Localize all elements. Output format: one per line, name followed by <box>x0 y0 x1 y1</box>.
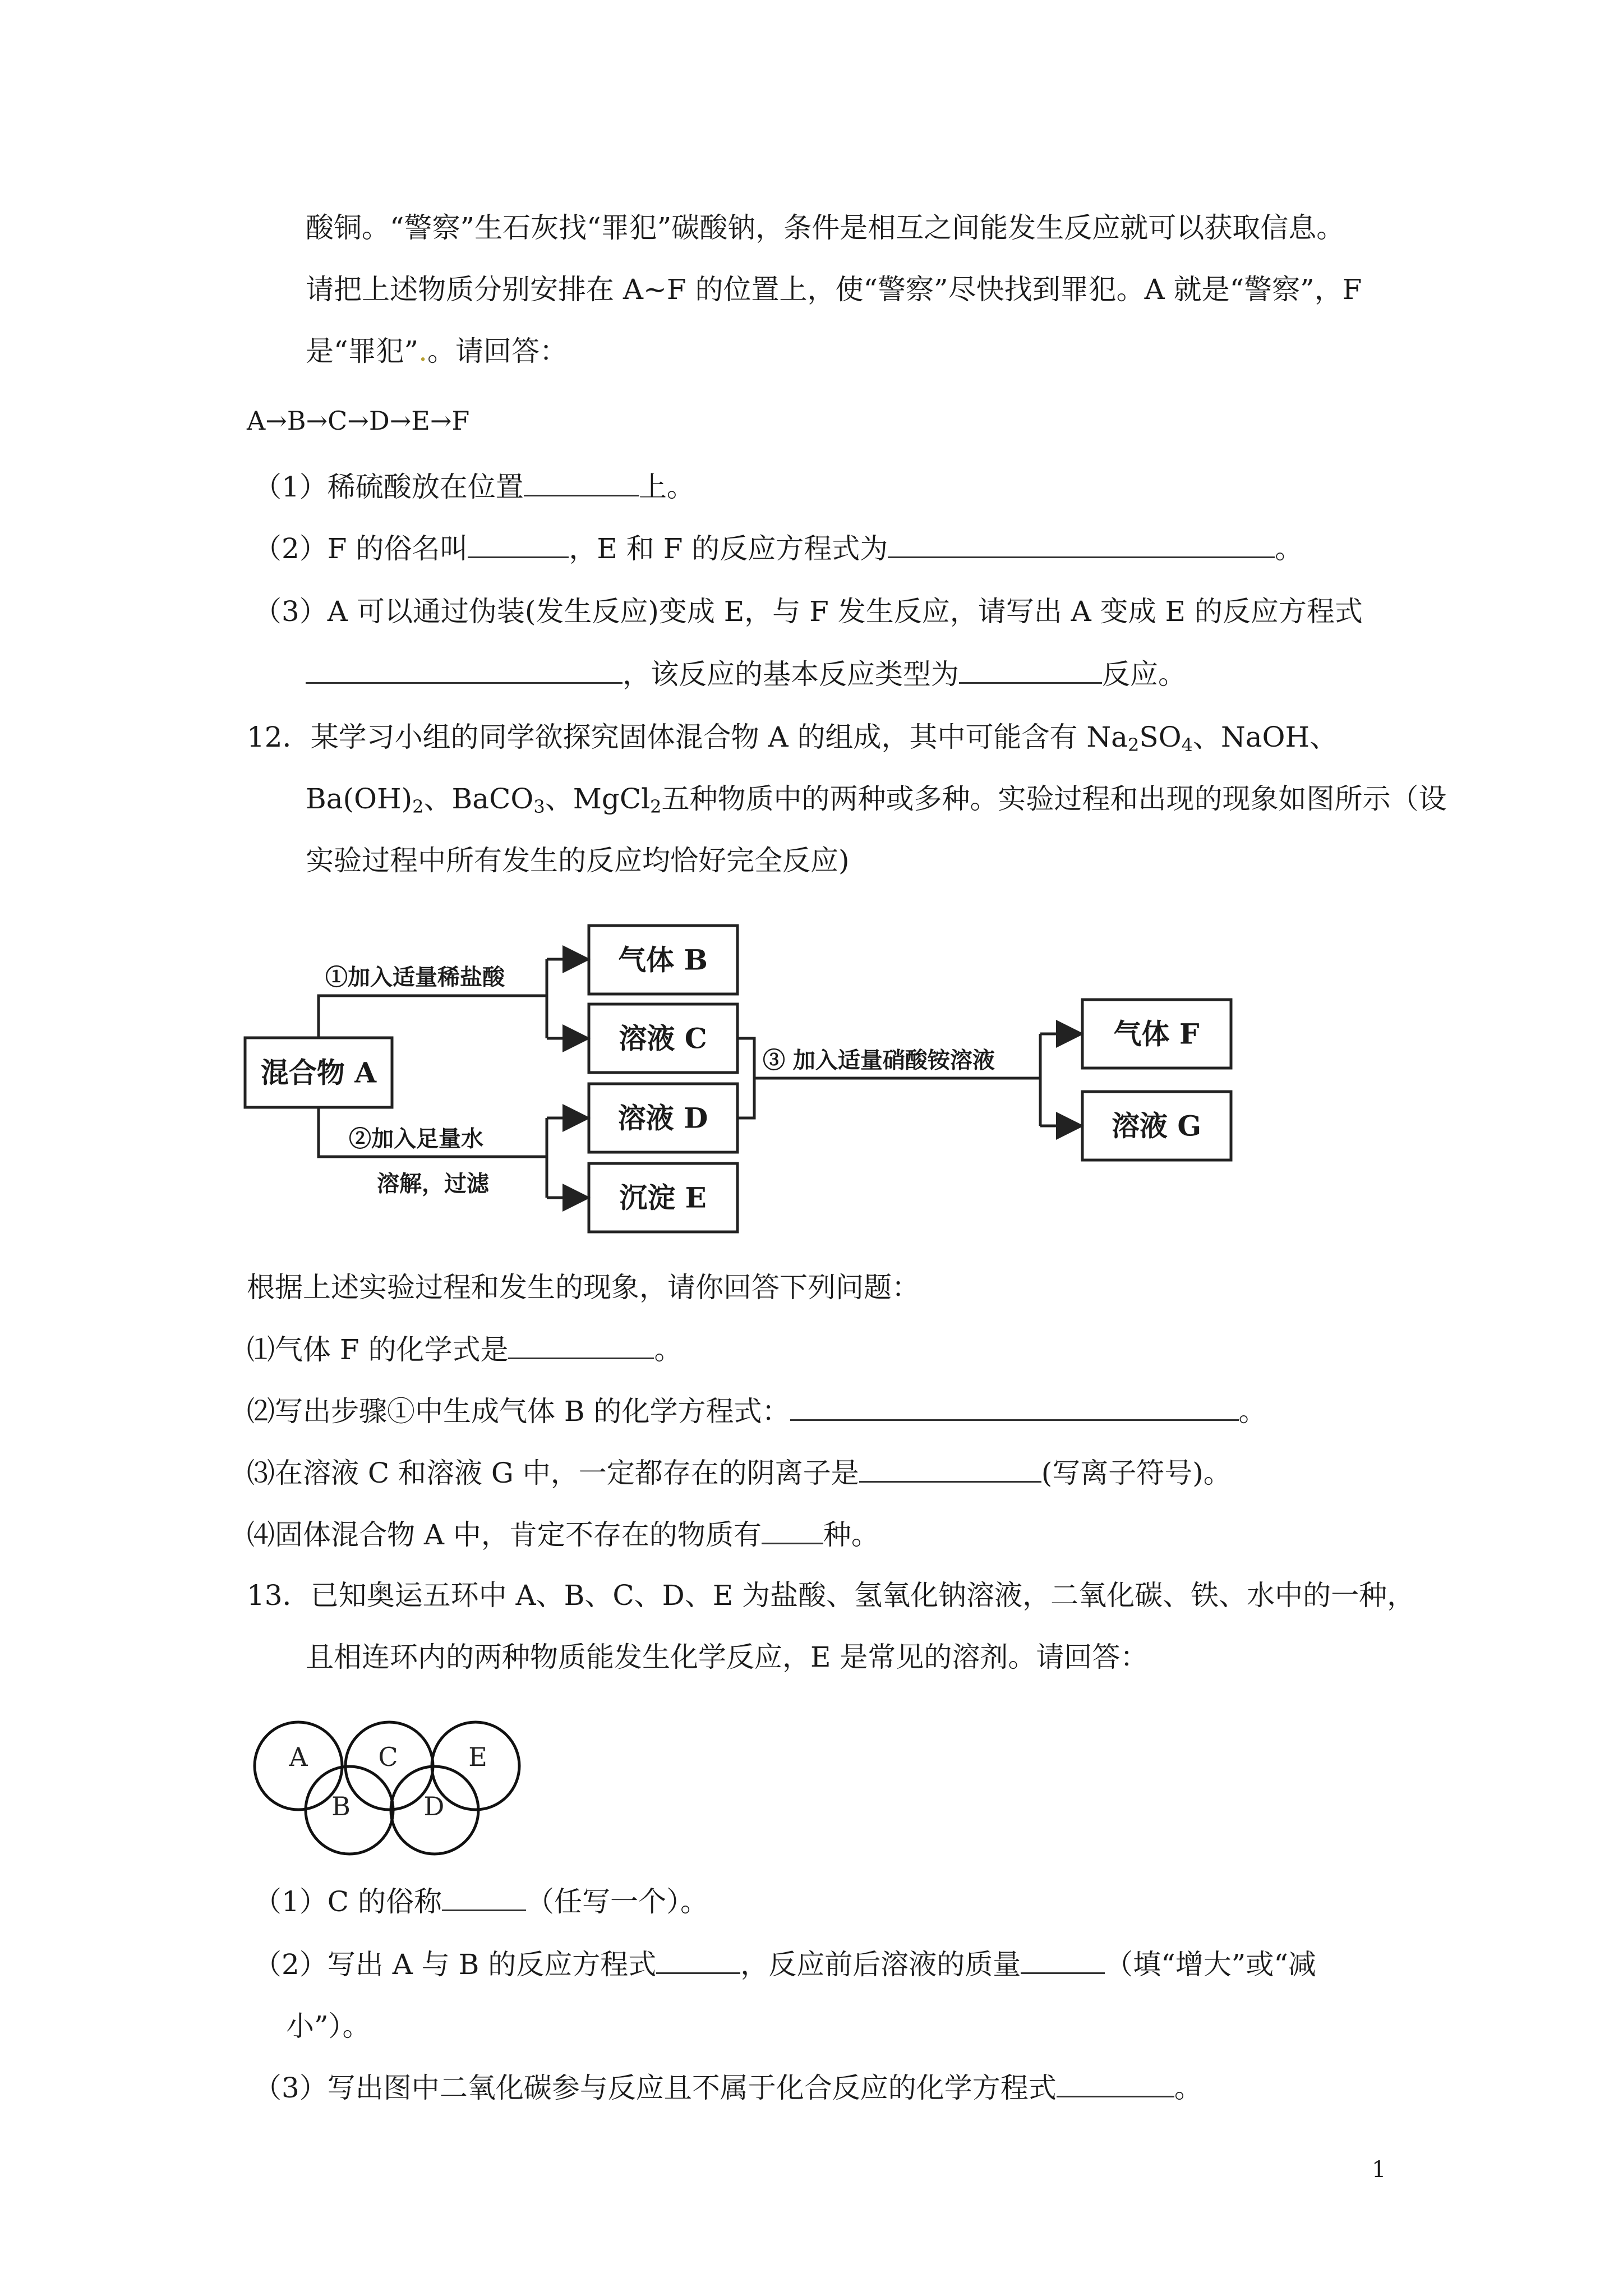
q12-mgcl: 、MgCl <box>545 783 651 815</box>
q12-sub4-end: 种。 <box>823 1519 879 1551</box>
q11-line-2: 请把上述物质分别安排在 A~F 的位置上，使“警察”尽快找到罪犯。A 就是“警察”，F <box>306 273 1362 306</box>
page-number: 1 <box>1372 2157 1386 2183</box>
q12-sub-3: 3 <box>533 796 545 817</box>
q12-line-3: 实验过程中所有发生的反应均恰好完全反应) <box>306 844 850 877</box>
q13-sub1-end: （任写一个）。 <box>525 1885 708 1918</box>
q11-line-1: 酸铜。“警察”生石灰找“罪犯”碳酸钠，条件是相互之间能发生反应就可以获取信息。 <box>306 211 1345 244</box>
q12-sub2-blank[interactable] <box>790 1393 1239 1421</box>
q12-sub-4 <box>247 1517 879 1553</box>
q12-baoh: Ba(OH) <box>306 783 413 815</box>
label-step-1: ①加入适量稀盐酸 <box>325 964 505 991</box>
ring-label-c: C <box>378 1742 398 1772</box>
label-gas-f: 气体 F <box>1113 1017 1200 1051</box>
q12-sub1-blank[interactable] <box>508 1332 654 1359</box>
q11-sub3-mid: ，该反应的基本反应类型为 <box>623 658 959 691</box>
q13-line-1: 13．已知奥运五环中 A、B、C、D、E 为盐酸、氢氧化钠溶液，二氧化碳、铁、水中的一种， <box>247 1579 1415 1612</box>
q12-sub-2a: 2 <box>1127 734 1140 756</box>
q12-line2-rest: 五种物质中的两种或多种。实验过程和出现的现象如图所示（设 <box>661 783 1447 815</box>
q11-dot: . <box>418 335 428 367</box>
q13-sub2-mid: ，反应前后溶液的质量 <box>740 1948 1021 1981</box>
q11-sub-3-line1: （3）A 可以通过伪装(发生反应)变成 E，与 F 发生反应，请写出 A 变成 E 的反应方程式 <box>253 595 1363 628</box>
q13-sub2-text: （2）写出 A 与 B 的反应方程式 <box>253 1948 657 1981</box>
q13-sub-3 <box>253 2070 1202 2106</box>
q13-sub1-text: （1）C 的俗称 <box>253 1885 442 1918</box>
q13-sub3-end: 。 <box>1174 2072 1202 2104</box>
q12-sub1-end: 。 <box>654 1333 683 1366</box>
q12-sub3-end: (写离子符号)。 <box>1041 1457 1232 1489</box>
label-step-2b: 溶解，过滤 <box>377 1170 489 1197</box>
q13-sub-1 <box>253 1884 708 1920</box>
label-solution-g: 溶液 G <box>1111 1109 1202 1143</box>
q12-sub-2b: 2 <box>412 796 424 817</box>
q11-sub1-end: 上。 <box>638 471 695 503</box>
q13-sub3-blank[interactable] <box>1057 2070 1174 2097</box>
q11-sub2-end: 。 <box>1275 532 1303 565</box>
label-precipitate-e: 沉淀 E <box>619 1181 707 1214</box>
label-solution-d: 溶液 D <box>617 1101 708 1135</box>
ring-label-b: B <box>331 1791 351 1821</box>
q12-sub3-text: ⑶在溶液 C 和溶液 G 中，一定都存在的阴离子是 <box>247 1457 859 1489</box>
q11-sub2-mid: ，E 和 F 的反应方程式为 <box>569 532 888 565</box>
q11-sub3-end: 反应。 <box>1102 658 1186 691</box>
q13-sub3-text: （3）写出图中二氧化碳参与反应且不属于化合反应的化学方程式 <box>253 2072 1057 2104</box>
ring-label-e: E <box>468 1742 487 1772</box>
q12-sub2-end: 。 <box>1238 1395 1267 1428</box>
q13-sub2-end: （填“增大”或“减 <box>1105 1948 1316 1981</box>
q13-sub-2-line2: 小”）。 <box>286 2010 371 2042</box>
q12-line1-end: 、NaOH、 <box>1192 721 1338 753</box>
q12-line1-text: 12．某学习小组的同学欲探究固体混合物 A 的组成，其中可能含有 Na <box>247 721 1128 753</box>
q11-line-3b: 。请回答： <box>427 335 568 367</box>
q13-sub2-blank-equation[interactable] <box>656 1947 740 1974</box>
q13-sub1-blank[interactable] <box>442 1884 526 1911</box>
q12-sub4-blank[interactable] <box>762 1517 823 1544</box>
ring-label-d: D <box>423 1791 445 1821</box>
label-gas-b: 气体 B <box>618 943 708 977</box>
label-step-2a: ②加入足量水 <box>349 1125 483 1152</box>
q12-intro: 根据上述实验过程和发生的现象，请你回答下列问题： <box>247 1271 920 1304</box>
q13-sub2-blank-mass[interactable] <box>1021 1947 1105 1974</box>
q12-baco: 、BaCO <box>423 783 534 815</box>
q11-sub1-text: （1）稀硫酸放在位置 <box>253 471 524 503</box>
q12-sub4-text: ⑷固体混合物 A 中，肯定不存在的物质有 <box>247 1519 762 1551</box>
q11-chain: A→B→C→D→E→F <box>247 406 470 436</box>
q12-sub-2 <box>247 1393 1267 1429</box>
label-solution-c: 溶液 C <box>619 1022 707 1055</box>
q11-sub2-text: （2）F 的俗名叫 <box>253 532 468 565</box>
q12-sub1-text: ⑴气体 F 的化学式是 <box>247 1333 509 1366</box>
q12-sub-3 <box>247 1455 1232 1491</box>
q12-sub-2c: 2 <box>650 796 662 817</box>
q12-sub3-blank[interactable] <box>859 1455 1041 1483</box>
q13-sub-2 <box>253 1947 1316 1982</box>
olympic-rings-diagram <box>247 1717 538 1862</box>
label-mixture-a: 混合物 A <box>260 1056 377 1089</box>
q12-sub2-text: ⑵写出步骤①中生成气体 B 的化学方程式： <box>247 1395 790 1428</box>
q12-sub-4: 4 <box>1181 734 1193 756</box>
q11-line-3a: 是“罪犯” <box>306 335 419 367</box>
ring-label-a: A <box>289 1742 308 1772</box>
q13-line-2: 且相连环内的两种物质能发生化学反应，E 是常见的溶剂。请回答： <box>306 1641 1149 1673</box>
label-step-3: ③ 加入适量硝酸铵溶液 <box>763 1047 995 1074</box>
q12-sub-1 <box>247 1332 682 1368</box>
q12-so: SO <box>1139 721 1182 753</box>
